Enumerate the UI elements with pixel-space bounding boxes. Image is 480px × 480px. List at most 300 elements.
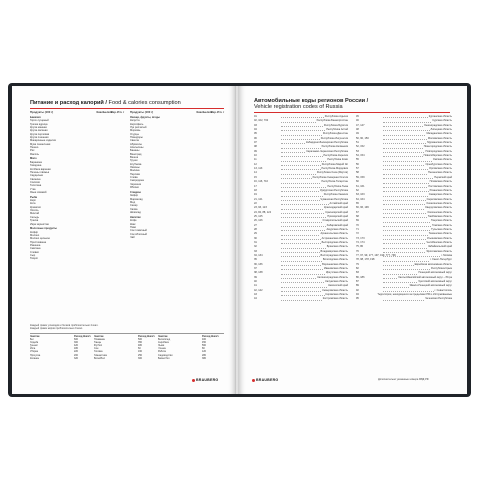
dot-leader [281,141,305,144]
food-name: Вишня [130,155,139,159]
region-name: Республика Башкортостан [316,119,348,123]
dot-leader [383,245,427,248]
food-name: Пиво [130,225,137,229]
food-name: Сок яблочный [130,232,147,236]
food-name: Баранина [30,160,42,164]
brand-logo-right: BRAUBERG [256,378,279,382]
region-code: 32 [254,245,257,249]
dot-leader [281,284,327,287]
activity-header-cell: Расход Ккал/ч [138,335,155,338]
activity-cell: Садоводство [158,353,173,357]
region-name: Ханты-Мансийский автономный округ – Югра [398,275,452,279]
activity-cell: Танцы [94,341,102,345]
food-name: Виноград [130,152,142,156]
region-code: 24, 84, 88, 124 [254,210,271,214]
dot-leader [383,271,417,274]
dot-leader [281,115,324,118]
codes-list-right [356,115,452,302]
activity-cell: Лыжи [158,344,165,348]
region-code: 05 [254,132,257,136]
dot-leader [281,206,323,209]
dot-leader [383,211,426,214]
food-row [30,153,124,156]
logo-mark-icon [192,379,195,382]
food-section-title: Сладкое [130,190,141,194]
food-name: Абрикосы [130,142,142,146]
region-code: 74, 174 [356,240,365,244]
dot-leader [281,237,321,240]
food-name: Треска [30,219,39,223]
title-underline [30,108,224,109]
food-name: Рис [30,149,35,153]
food-name: Халва [130,207,138,211]
region-name: Курганская область [428,115,452,118]
food-section-title: Напитки [130,215,141,219]
dot-leader [281,124,323,127]
region-code: 29 [254,232,257,236]
food-row [130,186,224,189]
region-code: 63, 163 [356,193,365,197]
logo-mark-icon [252,379,255,382]
region-code: 22 [254,201,257,205]
dot-leader [281,289,321,292]
dot-leader [281,263,321,266]
notes: Каждый грамм углеводов и белков приблизительно 4 ккал. Каждый грамм жиров приблизительно 9 ккал. [30,324,99,331]
region-code: 76 [356,249,359,253]
region-code: 26, 126 [254,219,263,223]
dot-leader [281,119,316,122]
activity-cell: Теннис [30,344,38,348]
activity-cell: 160 [138,350,142,354]
dot-leader [281,297,322,300]
dot-leader [383,250,425,253]
region-name: Тверская область [431,219,452,223]
dot-leader [281,254,320,257]
activity-cell: 380 [202,356,206,360]
food-name: Лук репчатый [130,125,147,129]
dot-leader [383,202,425,205]
region-code: 35 [254,258,257,262]
region-name: Ивановская область [323,267,348,271]
food-name: Творог [30,257,39,261]
dot-leader [281,224,326,227]
food-name: Сельдь [30,215,39,219]
region-code: 07 [254,141,257,145]
food-name: Сахар [130,204,138,208]
dot-leader [383,258,429,261]
activity-cell: 320 [74,356,78,360]
dot-leader [281,267,323,270]
region-code: 37 [254,267,257,271]
region-code: 10 [254,154,257,158]
food-name: Телятина [30,184,42,188]
activity-cell: Гимнастика [94,353,107,357]
dot-leader [281,271,325,274]
region-code: 68 [356,214,359,218]
food-table-header [30,111,124,114]
left-page [12,86,236,394]
activity-cell: 250 [138,353,142,357]
dot-leader [383,241,425,244]
activity-cell: 500 [138,338,142,342]
activity-cell: Йога [30,347,36,351]
region-code: 16, 116, 716 [254,180,268,184]
dot-leader [383,137,427,140]
activity-header-cell: Занятие [158,335,168,338]
activity-cell: 120 [202,350,206,354]
dot-leader [383,180,429,183]
food-name: Икра зернистая [30,222,49,226]
region-code: 62 [356,188,359,192]
region-name: Вологодская область [322,258,348,262]
region-code: 92 [356,288,359,292]
region-name: Республика Дагестан [322,132,348,136]
activity-header-cell: Занятие [94,335,104,338]
dot-leader [281,232,319,235]
region-code: 23, 93, 123 [254,206,267,210]
region-name: Рязанская область [429,188,452,192]
activity-cell: 300 [74,341,78,345]
food-name: Сыр [30,254,36,258]
activity-cell: Прогулка [30,353,41,357]
food-row [30,223,124,226]
food-name: Свинина [30,177,41,181]
region-name: Территории, находящиеся за пределами РФ и обслуживаемые [377,293,452,297]
value-header: Ккал [96,110,103,114]
region-code: 43 [254,293,257,297]
region-name: Тамбовская область [427,214,452,218]
region-name: г. Севастополь [434,288,452,292]
region-code: 34, 134 [254,254,263,257]
region-code: 83 [356,271,359,275]
dot-leader [281,163,321,166]
region-code: 13, 113 [254,167,263,171]
region-code: 64, 164 [356,197,365,201]
food-name: Огурцы [130,132,140,136]
food-name: Чай [130,235,135,239]
region-code: 33 [254,249,257,253]
region-name: Красноярский край [325,210,348,214]
codes-title-underline [254,112,450,113]
region-code: 70 [356,223,359,227]
region-name: Белгородская область [321,240,348,244]
region-code: 11 [254,158,257,162]
region-code: 67 [356,210,359,214]
region-name: Саратовская область [426,197,452,201]
activity-cell: Плавание [94,338,106,342]
region-code: 47, 147 [356,123,365,127]
region-code: 21, 121 [254,197,263,201]
dot-leader [383,132,425,135]
region-code: 59, 159 [356,175,365,179]
food-name: Горох лущеный [30,119,49,123]
region-name: Ленинградская область [424,123,452,127]
region-name: Республика Саха (Якутия) [316,171,348,175]
food-name: Язык говяжий [30,190,47,194]
region-code: 17 [254,184,257,188]
dot-leader [281,158,326,161]
activity-cell: Чтение [158,347,166,351]
region-name: Нижегородская область [423,145,452,149]
activity-cell: 350 [138,341,142,345]
value-header: Жир. г [210,110,219,114]
dot-leader [383,145,423,148]
activity-cell: 280 [202,353,206,357]
region-name: Иркутская область [325,271,348,275]
region-code: 40 [254,280,257,284]
activity-cell: Велосипед [158,338,171,342]
region-name: Кабардино-Балкарская Республика [306,141,348,145]
dot-leader [281,171,316,174]
food-table-right [130,110,224,239]
dot-leader [383,150,424,153]
region-name: Калужская область [325,280,348,284]
region-name: Мурманская область [427,141,452,145]
food-name: Лимоны [130,166,140,169]
region-name: Воронежская область [322,262,348,266]
region-code: 77, 97, 99, 177, 197, 199, 777, 799 [356,254,396,257]
dot-leader [281,150,305,153]
region-code: 87 [356,280,359,284]
region-code: 54, 154 [356,154,365,158]
dot-leader [383,284,409,287]
region-name: Кировская область [325,293,348,297]
food-name: Кофе [130,219,137,223]
activity-cell: Катание [30,356,40,360]
activity-cell: 60 [138,347,141,351]
region-code: 71 [356,227,359,231]
food-name: Сливки [30,250,39,254]
value-header: Белк. г [103,110,113,114]
activity-cell: Бег [30,338,34,342]
region-code: 02, 102, 702 [254,119,269,123]
region-name: Новгородская область [425,149,452,153]
dot-leader [281,219,322,222]
dot-leader [383,237,426,240]
dot-leader [383,176,433,179]
food-name: Крупа овсяная [30,129,48,133]
dot-leader [281,258,322,261]
region-name: Карачаево-Черкесская Республика [306,149,348,153]
food-row [30,257,124,260]
dot-leader [281,137,320,140]
region-name: Амурская область [326,227,348,231]
region-code: 75, 80 [356,245,364,249]
region-name: Республика Бурятия [323,123,348,127]
food-name: Мармелад [130,197,143,201]
dot-leader [383,158,432,161]
dot-leader [281,211,324,214]
food-name: Крупа пшенная [30,135,49,139]
dot-leader [383,171,427,174]
brand-logo: BRAUBERG [196,378,219,382]
activity-cell: Аэробика [158,341,169,345]
food-name: Сок томатный [130,229,147,233]
dot-leader [383,193,428,196]
region-name: г. Санкт-Петербург [429,258,452,262]
food-name: Зефир [130,194,139,198]
region-name: Республика Тыва [327,184,348,188]
region-code: 52, 152 [356,145,365,149]
activity-cell: Футбол [94,344,103,348]
food-name: Смородина [130,179,144,183]
activity-cell: Уборка [30,350,38,354]
region-name: Смоленская область [427,210,452,214]
region-code: 27 [254,223,257,227]
food-name: Кефир [30,230,38,234]
region-code: 19 [254,193,257,197]
region-name: Краснодарский край [324,206,348,210]
activity-cell: 300 [138,356,142,360]
activity-cell: 180 [74,347,78,351]
dot-leader [281,193,323,196]
activity-cell: Ходьба [30,341,39,345]
region-name: Алтайский край [329,201,348,205]
food-name: Груши [130,159,138,163]
dot-leader [281,185,326,188]
dot-leader [281,132,322,135]
food-name: Фасоль [30,152,39,156]
dot-leader [383,224,431,227]
region-name: Чеченская Республика [425,297,452,301]
region-code: 48 [356,128,359,132]
food-header-label: Продукты (100 г) [30,110,54,114]
activity-cell: Сон [94,347,99,351]
region-name: Калининградская область [317,275,348,279]
region-name: Омская область [432,158,452,162]
food-name: Малина [130,169,140,173]
food-name: Гречка ядрица [30,122,48,126]
region-name: Брянская область [326,245,348,249]
region-code: 25, 125 [254,214,263,218]
region-code: 38, 138 [254,271,263,275]
region-name: Камчатский край [328,284,348,288]
region-name: Республика Ингушетия [320,136,348,140]
region-code: 12 [254,162,257,166]
dot-leader [383,198,426,201]
food-row [130,236,224,239]
region-name: Пензенская область [428,171,452,175]
region-name: Костромская область [322,297,348,301]
dot-leader [383,189,429,192]
activity-cell: 560 [202,344,206,348]
region-name: Липецкая область [430,128,452,132]
region-name: Забайкальский край [428,245,452,249]
food-name: Апельсины [130,145,144,149]
dot-leader [281,215,326,218]
dot-leader [281,245,326,248]
food-title: Питание и расход калорий / Food & calories consumption [30,100,181,106]
dot-leader [281,250,320,253]
food-name: Лосось [30,209,39,213]
region-name: Ростовская область [428,184,452,188]
region-name: Самарская область [428,193,452,197]
region-name: Республика Алтай [326,128,348,132]
region-code: 65 [356,201,359,205]
region-code: 06 [254,136,257,140]
dot-leader [383,119,431,122]
food-section-title: Рыба [30,195,37,199]
region-name: г. Москва [441,254,452,257]
right-page [238,86,467,394]
dot-leader [383,267,430,270]
dot-leader [383,228,430,231]
food-name: Сардельки [30,174,44,178]
food-name: Макаронные изделия [30,139,56,143]
region-name: Чукотский автономный округ [418,280,452,284]
region-code: 58 [356,171,359,175]
region-name: Московская область [427,136,452,140]
dot-leader [281,128,325,131]
dot-leader [281,228,325,231]
region-name: Оренбургская область [425,162,452,166]
dot-leader [383,219,430,222]
region-code: 36, 136 [254,262,263,266]
activity-cell: Готовка [94,350,103,354]
food-name: Ряженка [30,244,41,248]
region-name: Челябинская область [426,240,452,244]
region-code: 08 [254,145,257,149]
region-name: Орловская область [429,167,452,171]
food-name: Клубника [130,162,142,166]
region-code: 79 [356,262,359,266]
region-name: Республика Марий Эл [321,162,348,166]
activity-cell: 80 [202,347,205,351]
activity-cell: 220 [74,350,78,354]
region-code: 78, 98, 178, 198 [356,258,375,262]
codes-footnote: Дополнительно указанные номера МВД РФ [378,378,429,381]
food-name: Сосиски [30,180,40,184]
dot-leader [281,180,320,183]
food-table-header [130,111,224,114]
region-name: Ульяновская область [426,236,452,240]
food-row [130,211,224,214]
region-name: Астраханская область [321,236,348,240]
region-name: Республика Карелия [323,154,348,158]
food-name: Утка [30,187,36,191]
dot-leader [281,189,319,192]
dot-leader [383,276,397,279]
region-code: 66, 96, 196 [356,206,369,210]
region-code: 95 [356,297,359,301]
region-name: Республика Коми [327,158,348,162]
value-header: Угл. г [217,110,225,114]
region-code: 69 [356,219,359,223]
region-code: 03 [254,123,257,127]
food-name: Квас [130,222,136,226]
activity-cell: 450 [202,341,206,345]
region-code: 49 [356,132,359,136]
region-name: Магаданская область [426,132,452,136]
region-code: 60 [356,180,359,184]
dot-leader [383,128,430,131]
activity-cell: 200 [74,353,78,357]
dot-leader [383,141,426,144]
dot-leader [281,154,323,157]
region-name: Пермский край [434,175,452,179]
region-name: Новосибирская область [423,154,452,158]
region-name: Архангельская область [320,232,348,236]
activity-header-cell: Занятие [30,335,40,338]
food-name: Шоколад [130,210,141,214]
region-name: Тульская область [431,227,452,231]
value-header: Ккал [196,110,203,114]
food-name: Слива [130,176,138,180]
dot-leader [383,254,440,257]
activity-cell: Работа [158,350,166,354]
region-code: 04 [254,128,257,132]
dot-leader [281,280,324,283]
